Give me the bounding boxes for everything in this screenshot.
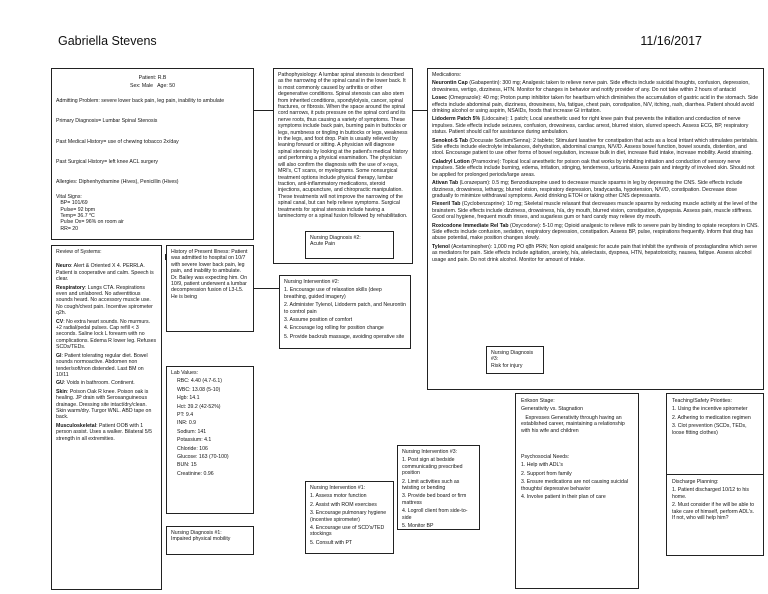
nursing-intervention-2-box: [279, 275, 411, 349]
patient-name: Patient: R.B: [138, 75, 167, 81]
nursing-diagnosis-1: Nursing Diagnosis #1: Impaired physical mobility: [171, 530, 231, 543]
ros-system: GI: [56, 352, 62, 359]
teaching-list: [672, 406, 758, 436]
discharge-title: Discharge Planning:: [672, 479, 719, 485]
ros-item: [56, 380, 157, 386]
admitting-problem: Admitting Problem: severe lower back pain, leg pain, inability to ambulate: [56, 97, 225, 104]
hpi-box: [166, 245, 254, 332]
patient-sex-age: Sex: Male Age: 50: [130, 83, 175, 90]
intervention-item: 4. Logroll client from side-to-side: [402, 508, 468, 521]
ros-findings: : No extra heart sounds. No murmurs. +2 radial/pedal pulses. Cap refill < 3 seconds. Saline lock L forearm with no complications. Edema R lower leg. Refuses SCDs/TEDs.: [56, 318, 158, 351]
medication-item: [432, 201, 759, 220]
ros-findings: : Voids in bathroom. Continent.: [63, 380, 135, 387]
ni3-list: [402, 457, 475, 529]
erikson-psychosocial-box: [515, 393, 639, 589]
medication-item: [432, 244, 759, 263]
ros-item: [56, 423, 157, 442]
intervention-item: 3. Assume position of comfort: [284, 317, 353, 324]
lab-value: Chloride: 106: [177, 445, 208, 452]
allergies: Allergies: Diphenhydramine (Hives), Penicillin (Hives): [56, 179, 179, 186]
ros-findings: : Alert & Oriented X 4. PERRLA. Patient is cooperative and calm. Speech is clear.: [56, 263, 156, 283]
medication-details: (Cyclobenzaprine): 10 mg; Skeletal muscle relaxant that decreases muscle spasms by reducing muscle activity at the level of the brainstem. Side effects include dizziness, drowsiness, h/a, dry mouth, blurred vision, constipation, dyspepsia. Assess pain, muscle stiffness. Good oral hygiene, frequent mouth rinses, and sugarless gum or hard candy may relieve dry mouth.: [432, 201, 759, 221]
ros-findings: : Poison Oak R knee. Poison oak is healing. JP drain with Serosanguineous drainage. Dressing site intact/dry/clean. Skin warm/dry. Turgor WNL. ABD tape on back.: [56, 388, 153, 421]
medication-details: (Pramoxine): Topical local anesthetic for poison oak that works by inhibiting initiation and conduction of sensory nerve impulses. Side effects include burning, edema, irritation, stinging, tenderness, urticaria. Assess pain and integrity of involved skin. Should not be applied for prolonged periods/large areas.: [432, 158, 757, 178]
medications-box: [427, 68, 764, 390]
nursing-intervention-3-box: [397, 445, 480, 530]
past-surgical-history: Past Surgical History= left knee ACL surgery: [56, 159, 159, 166]
lab-value: PT: 9.4: [177, 412, 194, 419]
teaching-item: 1. Using the incentive spirometer: [672, 406, 748, 413]
medication-details: (Omeprazole): 40 mg; Proton pump inhibitor taken for heartburn which diminishes the accumulation of gastric acid in the stomach. Side effects include abdominal pain, dizziness, drowsiness, h/a, fatigue, chest pain, constipation, N/V, itching, rash, diarrhea. Patient should avoid drinking alcohol or using aspirin, NSAIDs, foods that increase GI irritation.: [432, 95, 760, 115]
medication-name: Ativan Tab: [432, 180, 459, 187]
ros-system: Skin: [56, 388, 67, 395]
medication-item: [432, 159, 759, 178]
medication-details: (Lidocaine): 1 patch; Local anesthetic used for right knee pain that prevents the initiation and conduction of nerve impulses. Side effects include seizures, confusion, drowsiness, cardiac arrest, blurred vision, slurred speech. Assess ECG, BP, respiratory status. Patient should call for assistance during ambulation.: [432, 116, 750, 136]
review-of-systems-box: [51, 245, 162, 590]
psychosocial-item: 3. Ensure medications are not causing suicidal thoughts/ depressive behavior: [521, 479, 630, 492]
ros-item: [56, 389, 157, 421]
intervention-item: 1. Post sign at bedside communicating prescribed position: [402, 457, 465, 477]
intervention-item: 5. Consult with PT: [310, 539, 353, 546]
medications-title: Medications:: [432, 72, 462, 78]
teaching-title: Teaching/Safety Priorities:: [672, 398, 732, 404]
vital-signs: Vital Signs: BP= 101/69 Pulse= 92 bpm Temp= 36.7 *C Pulse Ox= 96% on room air RR= 20: [56, 193, 124, 232]
medication-details: (Lorazepam): 0.5 mg; Benzodiazepine used to decrease muscle spasms in leg by depressing the CNS. Side effects include dizziness, drowsiness, lethargy, blurred vision, respiratory depression, bradycardia, hypotension, N/V/D, constipation. Decrease dose gradually to minimize withdrawal symptoms. Avoid drinking ETOH or taking other CNS depressants.: [432, 180, 744, 199]
nursing-diagnosis-2: Nursing Diagnosis #2: Acute Pain: [310, 235, 361, 248]
medication-details: (Acetaminophen): 1,000 mg PO q8h PRN; Non opioid analgesic for acute pain that inhibit the synthesis of prostaglandins which serve as mediators for pain. Side effects include agitation, anxiety, h/a, atelectasis, dyspnea, HTN, hepatotoxicity, nausea, fatigue. Assess alcohol usage and pain. Do not drink alcohol. Monitor for amount of intake.: [432, 243, 759, 263]
intervention-item: 3. Provide bed board or firm mattress: [402, 493, 468, 506]
medication-list: [432, 80, 759, 263]
lab-value: Hct: 39.2 (42-52%): [177, 403, 221, 410]
student-name: Gabriella Stevens: [58, 34, 157, 48]
erikson-stage: Generativity vs. Stagnation: [521, 406, 583, 413]
ros-system: Respiratory: [56, 284, 85, 291]
lab-title: Lab Values:: [171, 370, 199, 376]
lab-value: WBC: 13.08 (5-10): [177, 386, 221, 393]
medication-item: [432, 180, 759, 199]
psychosocial-item: 1. Help with ADL's: [521, 462, 563, 469]
ni3-title: Nursing Intervention #3:: [402, 449, 458, 455]
medication-item: [432, 95, 759, 114]
date: 11/16/2017: [640, 34, 702, 48]
ros-system: Neuro: [56, 263, 71, 270]
ros-title: Review of Systems:: [56, 249, 102, 255]
intervention-item: 4. Encourage use of SCD's/TED stockings: [310, 525, 386, 538]
medication-name: Losec: [432, 95, 447, 102]
pathophysiology-text: Pathophysiology: A lumbar spinal stenosis is described as the narrowing of the spinal canal in the lower back. It is most commonly caused by arthritis or other degenerative conditions. Spinal stenosis can also stem from inherited conditions, spondylolysis, cancer, spinal fractures, or fibrosis. When the space around the spinal cord narrows, it puts pressure on the spinal cord and its nerve roots, thus causing a variety of symptoms. These symptoms include back pain, burning pain in buttocks or legs, numbness or tingling in buttocks or legs, weakness in the legs, and foot drop. Pain is usually relieved by leaning forward or sitting. A physician will diagnose spinal stenosis by looking at the patient's medical history and performing a physical examination. The physician will also confirm the diagnosis with the use of x-rays, MRI's, CT scans, or myelograms. Some nonsurgical treatment options include physical therapy, lumbar traction, anti-inflammatory medications, steroid injections, acupuncture, and chiropractic manipulation. These treatments will not improve the narrowing of the spinal canal, but can help relieve symptoms. Surgical treatments for spinal stenosis include having a laminectomy or a spinal fusion followed by rehabilitation.: [278, 72, 410, 219]
intervention-item: 4. Encourage log rolling for position change: [284, 325, 384, 332]
discharge-item: 2. Must consider if he will be able to take care of himself, perform ADL's. If not, who will help him?: [672, 502, 756, 522]
medication-name: Roxicodone Immediate Rel Tab: [432, 222, 509, 229]
medication-item: [432, 80, 759, 93]
ros-item: [56, 319, 157, 351]
intervention-item: 1. Assess motor function: [310, 493, 367, 500]
lab-value: RBC: 4.40 (4.7-6.1): [177, 378, 222, 385]
lab-values-box: [166, 366, 254, 514]
intervention-item: 2. Assist with ROM exercises: [310, 501, 377, 508]
lab-list: [171, 378, 249, 477]
psychosocial-title: Psychosocial Needs:: [521, 454, 570, 461]
medication-details: (Docusate Sodium/Senna): 2 tablets; Stimulant laxative for constipation that acts as a local irritant which stimulates peristalsis. Side effects include electrolyte imbalances, dehydration, abdominal cramps, N/V/D. Assess bowel function, bowel sounds, distention, and stool. Encourage patient to use other forms of bowel regulation, increase bulk in diet, increase fluid intake, increase mobility. Avoid straining.: [432, 137, 761, 157]
psychosocial-item: 4. Involve patient in their plan of care: [521, 494, 606, 501]
ros-findings: : Patient tolerating regular diet. Bowel sounds normoactive. Abdomen non tender/soft/non distended. Last BM on 10/11: [56, 352, 150, 378]
ros-system: GU: [56, 380, 64, 387]
erikson-title: Erikson Stage:: [521, 398, 555, 404]
teaching-item: 3. Clot prevention (SCDs, TEDs, loose fitting clothes): [672, 423, 749, 436]
intervention-item: 2. Administer Tylenol, Lidoderm patch, and Neurontin to control pain: [284, 302, 408, 315]
medication-details: (Gabapentin): 300 mg; Analgesic taken to relieve nerve pain. Side effects include suicidal thoughts, confusion, depression, drowsiness, vertigo, dizziness, HTN. Monitor for changes in behavior and notify provider of any. Do not take within 2 hours of antacid: [432, 80, 752, 93]
psychosocial-item: 2. Support from family: [521, 470, 572, 477]
lab-value: Glucose: 163 (70-100): [177, 454, 229, 461]
ros-item: [56, 263, 157, 282]
intervention-item: 2. Limit activities such as twisting or bending: [402, 478, 461, 492]
lab-value: INR: 0.9: [177, 420, 197, 427]
primary-diagnosis: Primary Diagnosis= Lumbar Spinal Stenosis: [56, 118, 158, 125]
medication-item: [432, 138, 759, 157]
intervention-item: 3. Encourage pulmonary hygiene (incentive spirometer): [310, 510, 388, 523]
lab-value: Sodium: 141: [177, 428, 207, 435]
nursing-diagnosis-1-box: [166, 526, 254, 555]
ni1-title: Nursing Intervention #1:: [310, 485, 366, 491]
discharge-item: 1. Patient discharged 10/12 to his home.: [672, 487, 751, 500]
connector: [412, 110, 428, 111]
medication-name: Tylenol: [432, 243, 450, 250]
lab-value: Potassium: 4.1: [177, 437, 212, 444]
ros-item: [56, 353, 157, 379]
nursing-intervention-1-box: [305, 481, 394, 554]
medication-item: [432, 116, 759, 135]
nursing-diagnosis-3: Nursing Diagnosis #3: Risk for injury: [491, 350, 534, 369]
ros-system: CV: [56, 318, 64, 325]
medication-name: Neurontin Cap: [432, 80, 468, 87]
connector: [253, 110, 273, 111]
intervention-item: 5. Provide backrub massage, avoiding operative site: [284, 333, 405, 340]
intervention-item: 1. Encourage use of relaxation skills (deep breathing, guided imagery): [284, 287, 384, 300]
patient-info-box: [51, 68, 254, 240]
ni1-list: [310, 493, 389, 546]
medication-name: Lidoderm Patch 5%: [432, 116, 481, 123]
nursing-diagnosis-2-box: [305, 231, 394, 259]
teaching-safety-box: [666, 393, 764, 477]
teaching-item: 2. Adhering to medication regimen: [672, 414, 751, 421]
medication-name: Caladryl Lotion: [432, 158, 470, 165]
nursing-diagnosis-3-box: [486, 346, 544, 374]
intervention-item: 5. Monitor BP: [402, 523, 434, 530]
ros-findings: : Patient OOB with 1 person assist. Uses a walker. Bilateral 5/5 strength in all extremities.: [56, 422, 154, 442]
past-medical-history: Past Medical History= use of chewing tobacco 2x/day: [56, 138, 179, 145]
psychosocial-list: [521, 462, 633, 500]
erikson-description: Expresses Generativity through having an established career, maintaining a relationship with his wife and children: [521, 414, 627, 434]
ros-item: [56, 285, 157, 317]
discharge-planning-box: [666, 474, 764, 556]
ni2-list: [284, 287, 406, 340]
medication-details: (Oxycodone): 5-10 mg; Opioid analgesic to relieve milk to severe pain by binding to opiate receptors in CNS. Side effects include confusion, sedation, respiratory depression, constipation. Assess BP, pulse, respirations frequently. Inform that drug has abuse potential, make position changes slowly.: [432, 222, 761, 242]
ros-list: [56, 263, 157, 442]
lab-value: BUN: 15: [177, 462, 197, 469]
ros-findings: : Lungs CTA. Respirations even and unlabored. No adventitious sounds heard. No accessory muscle use. No cough/chest pain. Incentive spirometer q2h.: [56, 284, 155, 317]
ros-system: Musculoskeletal: [56, 422, 97, 429]
lab-value: Hgb: 14.1: [177, 395, 200, 402]
medication-item: [432, 223, 759, 242]
lab-value: Creatinine: 0.96: [177, 470, 214, 477]
discharge-list: [672, 487, 758, 521]
medication-name: Senokot-S Tab: [432, 137, 468, 144]
ni2-title: Nursing Intervention #2:: [284, 279, 340, 285]
medication-name: Flexeril Tab: [432, 201, 461, 208]
hpi-text: History of Present Illness: Patient was admitted to hospital on 10/7 with severe lower back pain, leg pain, and inability to ambulate. Dr. Bailey was expecting him. On 10/9, patient underwent a lumbar decompression fusion of L3-L5. He is being: [171, 249, 249, 300]
